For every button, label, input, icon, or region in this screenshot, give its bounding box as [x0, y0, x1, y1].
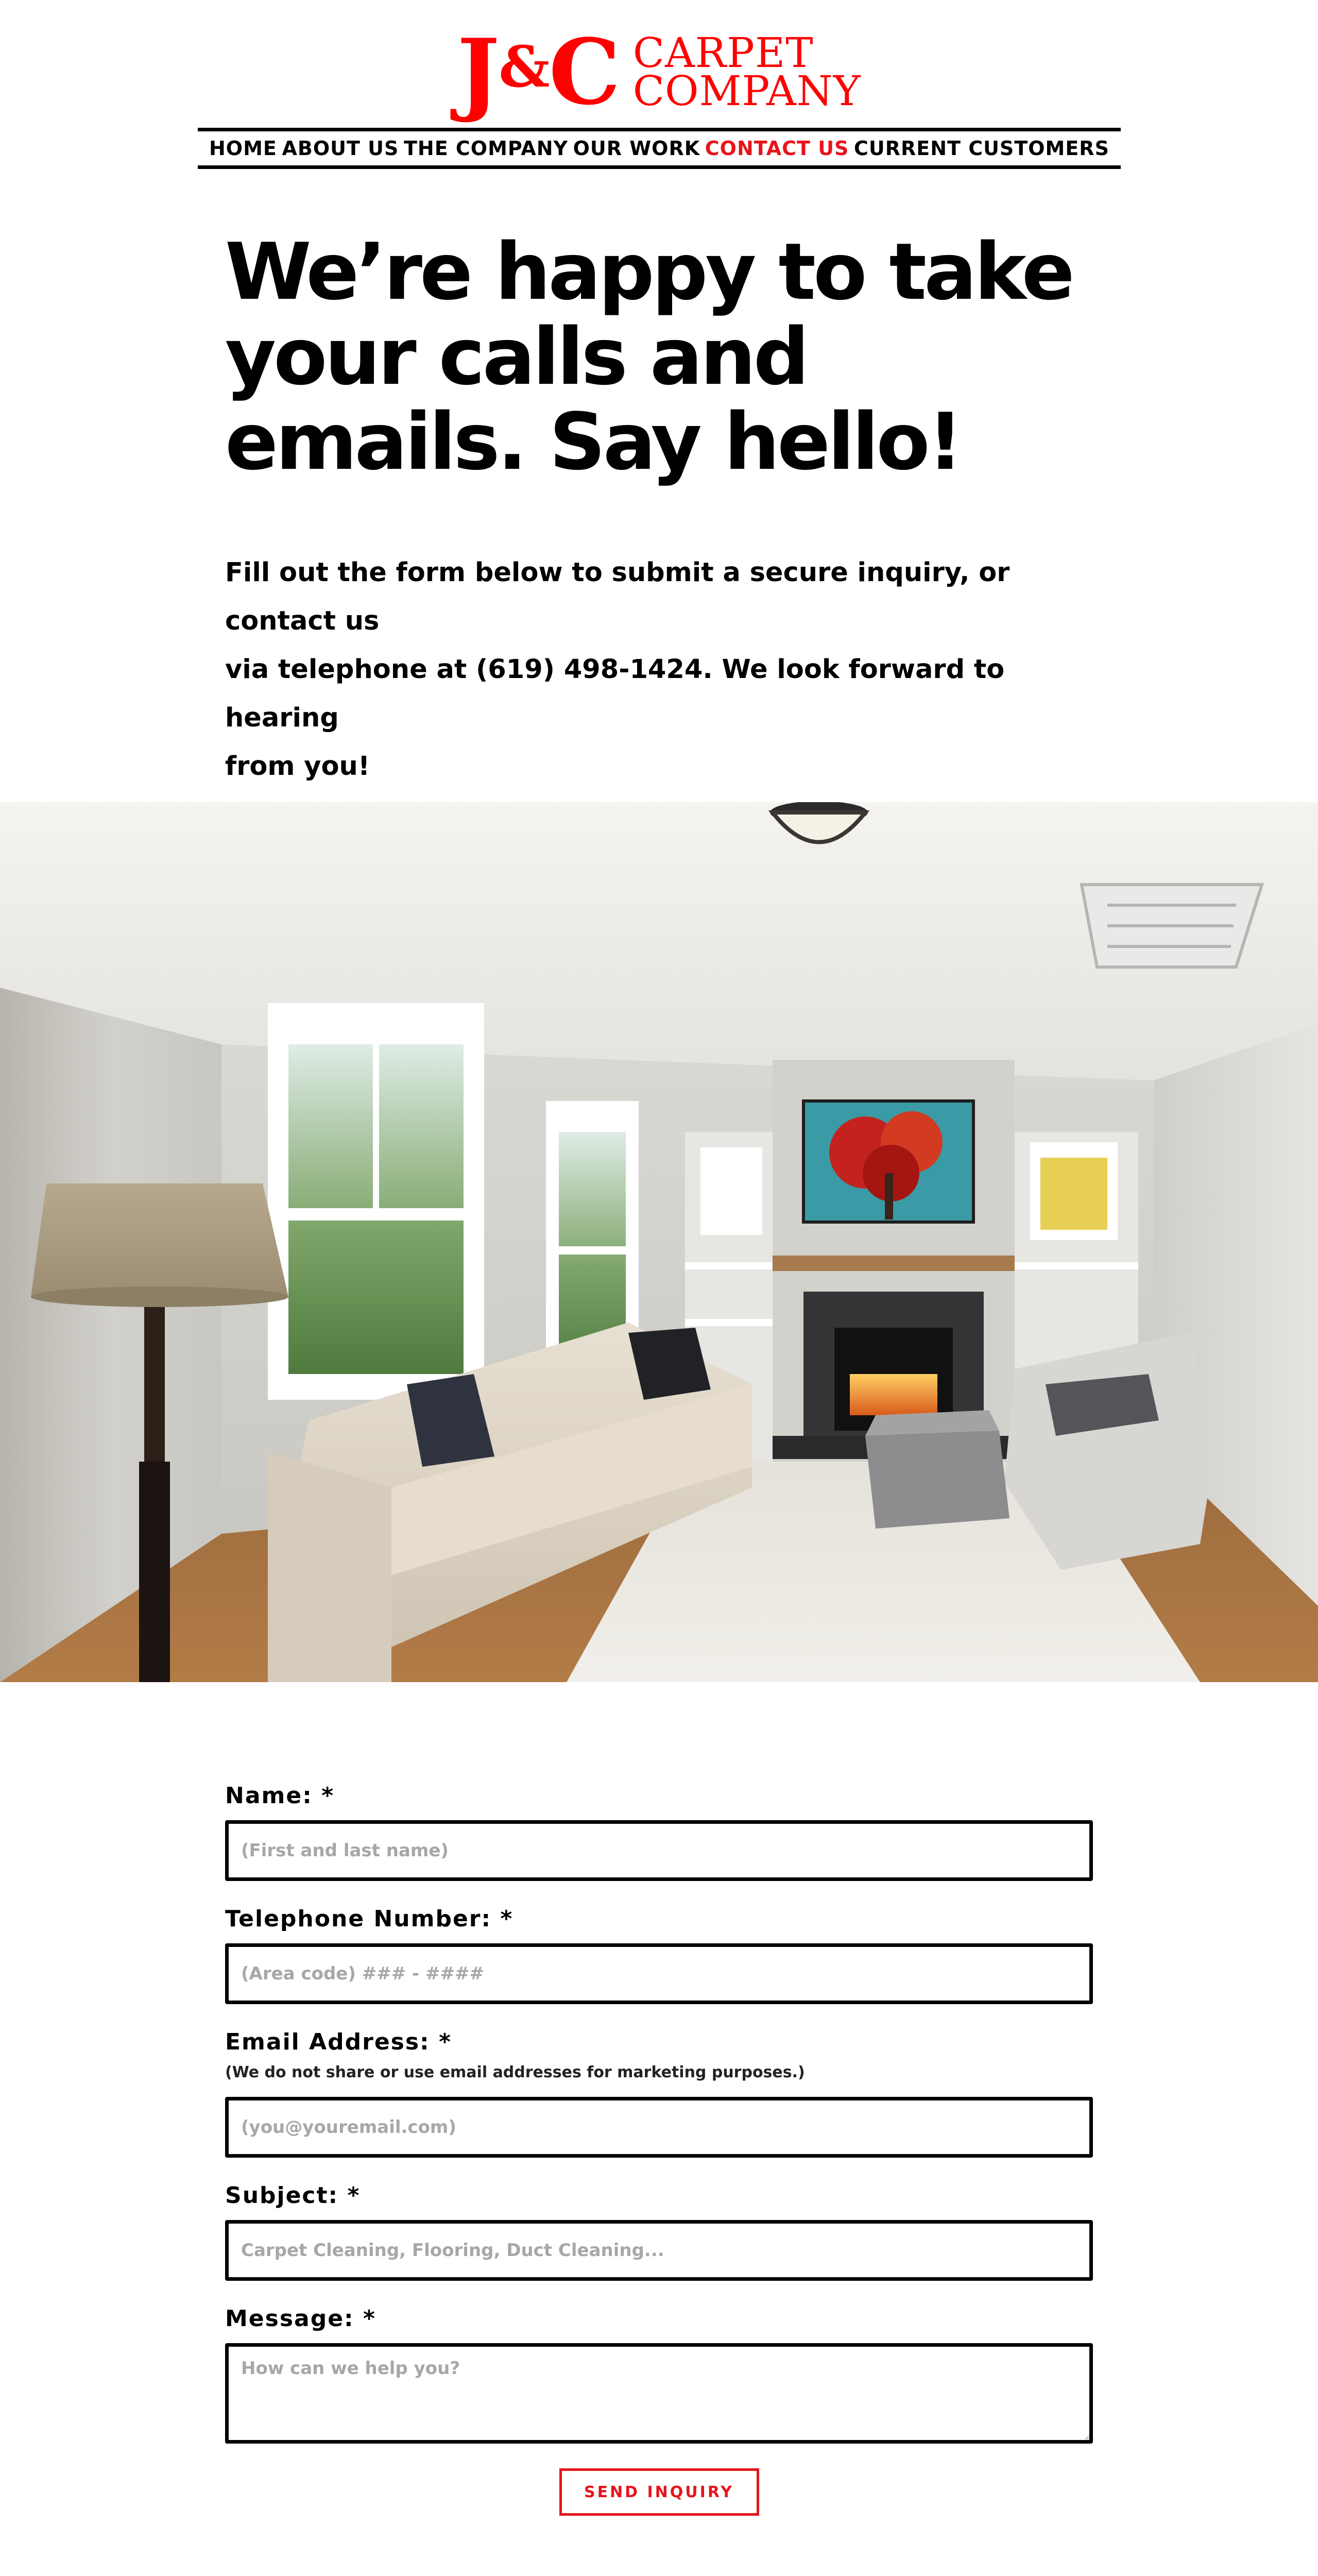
name-field-group	[225, 1783, 1093, 1881]
subject-input[interactable]	[225, 2220, 1093, 2281]
submit-wrap	[225, 2468, 1093, 2516]
subject-field-group	[225, 2182, 1093, 2281]
send-inquiry-button[interactable]: SEND INQUIRY	[559, 2468, 759, 2516]
intro-paragraph	[225, 549, 1101, 791]
message-textarea[interactable]	[225, 2343, 1093, 2444]
message-label: Message: *	[225, 2306, 376, 2332]
page-heading	[225, 226, 1101, 487]
phone-label: Telephone Number: *	[225, 1906, 513, 1932]
logo-word-company: COMPANY	[632, 67, 861, 115]
logo-letter-c: C	[549, 19, 619, 125]
heading-line-2: your calls and	[225, 311, 807, 402]
email-field-group	[225, 2029, 1093, 2158]
main-nav	[198, 128, 1121, 169]
subject-label: Subject: *	[225, 2182, 361, 2209]
intro-line-1: Fill out the form below to submit a secure inquiry, or contact us	[225, 557, 1010, 636]
phone-input[interactable]	[225, 1943, 1093, 2004]
email-label: Email Address: *	[225, 2029, 452, 2055]
logo-letter-j: J	[457, 19, 498, 125]
name-input[interactable]	[225, 1820, 1093, 1881]
nav-our-work[interactable]: OUR WORK	[573, 137, 700, 160]
nav-home[interactable]: HOME	[209, 137, 277, 160]
logo-mark	[457, 19, 619, 125]
nav-current-customers[interactable]: CURRENT CUSTOMERS	[854, 137, 1109, 160]
logo-ampersand: &	[499, 33, 548, 100]
logo-word-carpet: CARPET	[632, 29, 814, 77]
intro-line-3: from you!	[225, 751, 370, 782]
nav-the-company[interactable]: THE COMPANY	[404, 137, 569, 160]
nav-contact-us[interactable]: CONTACT US	[705, 137, 849, 160]
heading-line-1: We’re happy to take	[225, 226, 1072, 317]
name-label: Name: *	[225, 1783, 335, 1809]
logo-wordmark	[632, 29, 861, 115]
intro-line-2: via telephone at (619) 498-1424. We look forward to hearing	[225, 654, 1005, 733]
phone-field-group	[225, 1906, 1093, 2004]
email-privacy-note: (We do not share or use email addresses for marketing purposes.)	[225, 2063, 805, 2081]
message-field-group	[225, 2306, 1093, 2444]
nav-about-us[interactable]: ABOUT US	[282, 137, 399, 160]
contact-form	[225, 1783, 1093, 2516]
living-room-photo	[0, 802, 1318, 1682]
email-input[interactable]	[225, 2097, 1093, 2158]
heading-line-3: emails. Say hello!	[225, 396, 961, 487]
company-logo[interactable]	[0, 19, 1318, 125]
